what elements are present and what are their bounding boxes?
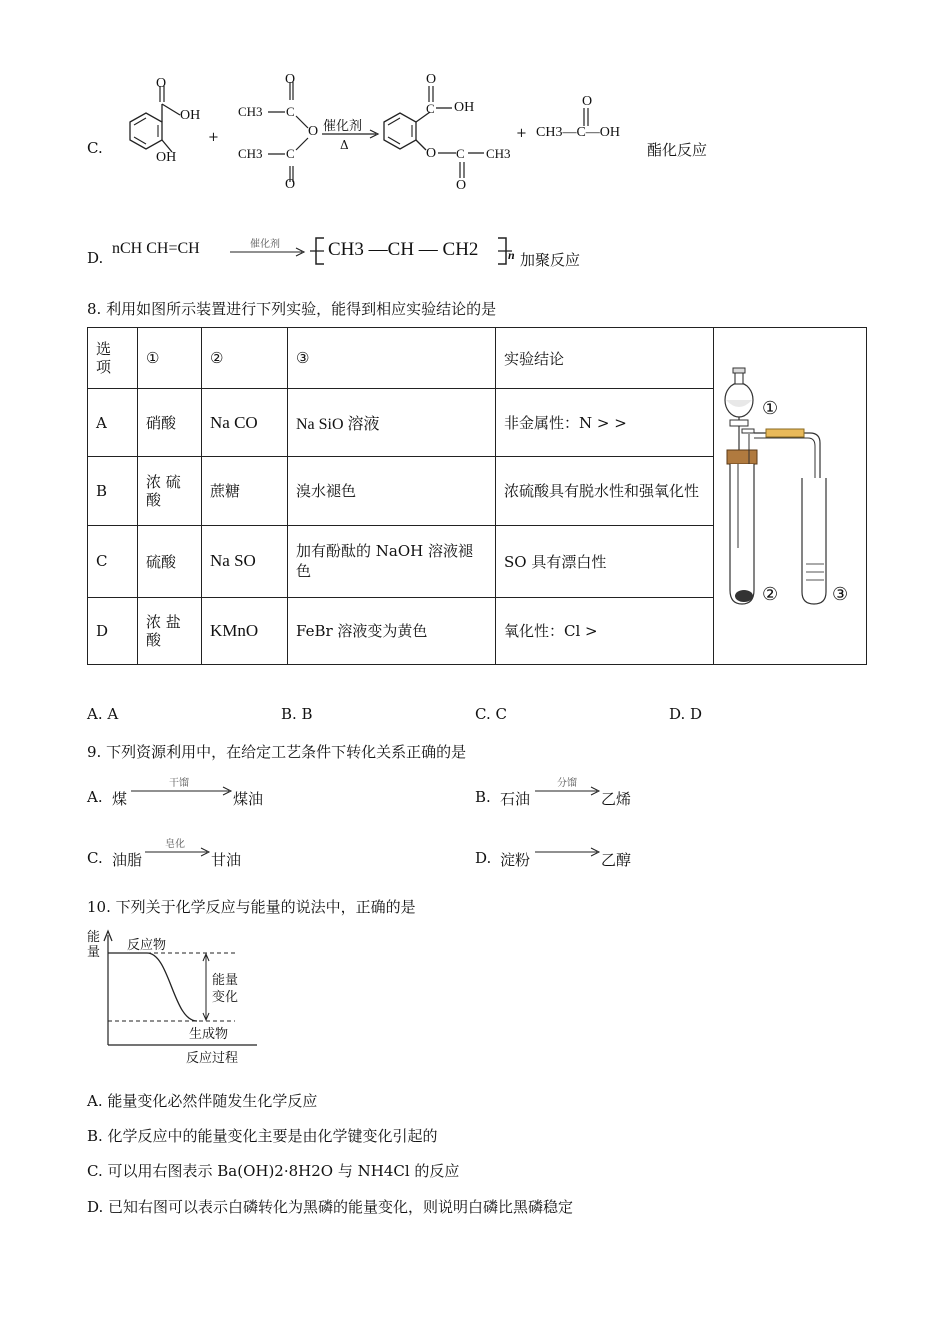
q10-option-d[interactable]: D. 已知右图可以表示白磷转化为黑磷的能量变化，则说明白磷比黑磷稳定 (87, 1198, 574, 1216)
row-reagent-2: Na CO (202, 389, 288, 457)
acetic-acid-o: O (582, 94, 593, 109)
row-reagent-3: Na SiO 溶液 (288, 389, 496, 457)
row-reagent-3: FeBr 溶液变为黄色 (288, 597, 496, 664)
carbonyl-o: O (156, 76, 167, 91)
q9-option-a[interactable] (87, 772, 387, 808)
row-reagent-1: 硝酸 (138, 389, 202, 457)
q10-option-c[interactable]: C. 可以用右图表示 Ba(OH)2·8H2O 与 NH4Cl 的反应 (87, 1162, 460, 1180)
option-label: D. (475, 849, 492, 867)
apparatus-label-2: ② (762, 584, 779, 605)
phenol-oh: OH (156, 150, 177, 165)
q8-choices (87, 705, 887, 727)
row-conclusion: SO 具有漂白性 (496, 525, 714, 597)
monomer-formula: nCH CH=CH (112, 240, 200, 257)
heat-label: Δ (340, 138, 349, 152)
q7-option-c (0, 0, 950, 210)
plus-sign: + (516, 126, 527, 141)
option-label: D. (87, 249, 104, 267)
q9-question: 9. 下列资源利用中，在给定工艺条件下转化关系正确的是 (87, 743, 467, 761)
anhydride-top-o: O (285, 72, 296, 87)
row-reagent-2: Na SO (202, 525, 288, 597)
conversion-arrow (535, 847, 601, 857)
row-conclusion: 浓硫酸具有脱水性和强氧化性 (496, 457, 714, 525)
option-to: 乙醇 (601, 851, 632, 869)
acetic-acid-formula: CH3—C—OH (536, 125, 621, 140)
row-reagent-1: 浓 硫 酸 (138, 457, 202, 525)
row-option: C (88, 525, 138, 597)
row-option: A (88, 389, 138, 457)
anhydride-top-c: C (286, 104, 295, 119)
header-reagent-3: ③ (288, 328, 496, 389)
option-label: A. (87, 788, 103, 806)
q9-option-d[interactable] (475, 833, 775, 869)
q10-option-b[interactable]: B. 化学反应中的能量变化主要是由化学键变化引起的 (87, 1127, 438, 1145)
salicylic-acid-structure (100, 70, 210, 180)
apparatus-label-3: ③ (832, 584, 849, 605)
header-conclusion: 实验结论 (496, 328, 714, 389)
polymer-degree: n (508, 248, 515, 262)
reaction-type: 加聚反应 (520, 251, 581, 269)
anhydride-top-ch3: CH3 (238, 104, 263, 119)
choice-c[interactable]: C. C (475, 705, 507, 723)
catalyst-label: 催化剂 (250, 239, 280, 250)
option-to: 乙烯 (601, 790, 632, 808)
conversion-arrow (145, 847, 211, 857)
row-reagent-1: 硫酸 (138, 525, 202, 597)
option-label: C. (87, 139, 103, 157)
q7-option-d (0, 228, 950, 272)
apparatus-label-1: ① (762, 398, 779, 419)
polymer-formula: CH3 —CH — CH2 (328, 239, 479, 260)
aspirin-oh: OH (454, 100, 475, 115)
option-condition: 干馏 (169, 778, 189, 789)
anhydride-bridge-o: O (308, 124, 319, 139)
row-reagent-3: 溴水褪色 (288, 457, 496, 525)
header-reagent-2: ② (202, 328, 288, 389)
row-reagent-1: 浓 盐 酸 (138, 597, 202, 664)
aspirin-ester-o: O (426, 146, 437, 161)
option-from: 油脂 (112, 851, 143, 869)
header-reagent-1: ① (138, 328, 202, 389)
option-label: B. (475, 788, 491, 806)
q8-question: 8. 利用如图所示装置进行下列实验，能得到相应实验结论的是 (87, 300, 497, 318)
reaction-type: 酯化反应 (647, 141, 708, 159)
q9-option-b[interactable] (475, 772, 775, 808)
reactant-label: 反应物 (127, 938, 167, 953)
y-axis-label: 能量 (87, 930, 101, 960)
option-label: C. (87, 849, 103, 867)
q9-option-c[interactable] (87, 833, 387, 869)
option-condition: 皂化 (165, 839, 185, 850)
choice-d[interactable]: D. D (669, 705, 703, 723)
option-from: 淀粉 (500, 851, 531, 869)
anhydride-bottom-c: C (286, 146, 295, 161)
row-conclusion: 非金属性：N > > (496, 389, 714, 457)
energy-change-label: 能量变化 (212, 973, 239, 1005)
aspirin-carbonyl-o: O (426, 72, 437, 87)
apparatus-diagram (714, 328, 866, 664)
aspirin-structure (372, 70, 492, 200)
anhydride-bottom-o: O (285, 177, 296, 192)
option-from: 煤 (112, 790, 128, 808)
anhydride-bottom-ch3: CH3 (238, 146, 263, 161)
carboxyl-oh: OH (180, 108, 201, 123)
option-condition: 分馏 (557, 778, 577, 789)
q10-question: 10. 下列关于化学反应与能量的说法中，正确的是 (87, 898, 416, 916)
row-conclusion: 氧化性：Cl > (496, 597, 714, 664)
apparatus-cell (714, 328, 867, 665)
row-reagent-2: KMnO (202, 597, 288, 664)
aspirin-ester-c: C (456, 146, 465, 161)
choice-a[interactable]: A. A (87, 705, 119, 723)
x-axis-label: 反应过程 (186, 1051, 239, 1066)
option-to: 煤油 (233, 790, 264, 808)
row-option: D (88, 597, 138, 664)
q10-option-a[interactable]: A. 能量变化必然伴随发生化学反应 (87, 1092, 318, 1110)
energy-diagram (85, 925, 265, 1065)
catalyst-label: 催化剂 (323, 119, 363, 134)
choice-b[interactable]: B. B (281, 705, 313, 723)
header-option: 选 项 (88, 328, 138, 389)
aspirin-c: C (426, 101, 435, 116)
plus-sign: + (208, 130, 219, 145)
polymer-left-bracket (310, 236, 326, 266)
row-reagent-2: 蔗糖 (202, 457, 288, 525)
q8-experiment-table (87, 327, 867, 665)
aspirin-ester-carbonyl-o: O (456, 178, 467, 193)
conversion-arrow (131, 786, 233, 796)
row-option: B (88, 457, 138, 525)
product-label: 生成物 (189, 1027, 229, 1042)
reaction-arrow (230, 246, 306, 258)
aspirin-ch3: CH3 (486, 146, 511, 161)
option-to: 甘油 (211, 851, 242, 869)
option-from: 石油 (500, 790, 531, 808)
row-reagent-3: 加有酚酞的 NaOH 溶液褪色 (288, 525, 496, 597)
conversion-arrow (535, 786, 601, 796)
